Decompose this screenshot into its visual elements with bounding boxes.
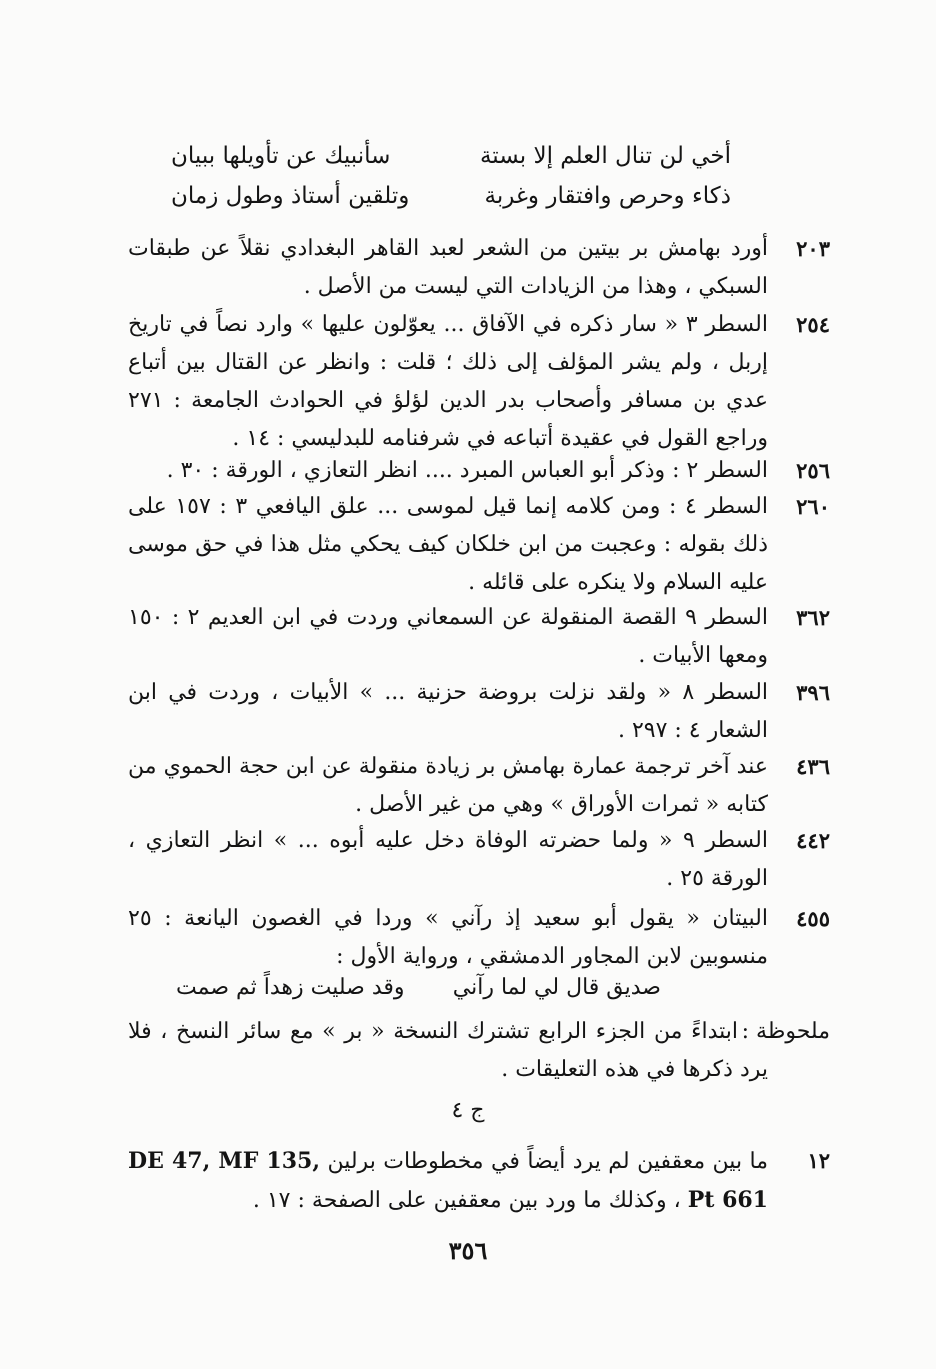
entry-number: ٢٥٦ [796,458,830,483]
entry-number: ٣٩٦ [796,680,830,705]
entry-number: ٤٥٥ [796,906,830,931]
note-entry [128,452,830,490]
note-entry [128,748,830,824]
verse-1-right-hemistich: أخي لن تنال العلم إلا بستة [479,143,731,169]
note-entry [128,306,830,458]
entry-text [128,1142,768,1220]
verse-1-left-hemistich: سأنبيك عن تأويلها ببيان [171,143,391,169]
entry-text: السطر ٩ « ولما حضرته الوفاة دخل عليه أبوه ... » انظر التعازي ، الورقة ٢٥ . [128,828,768,891]
entry-text-after: ، وكذلك ما ورد بين معقفين على الصفحة : ١٧ . [252,1188,681,1213]
note-entry [128,900,830,976]
manuscript-sigla: DE 47, MF 135, Pt 661 [128,1148,768,1213]
entry-number: ٢٥٤ [796,312,830,337]
entry-text: السطر ٨ « ولقد نزلت بروضة حزنية ... » الأبيات ، وردت في ابن الشعار ٤ : ٢٩٧ . [128,680,769,743]
entry-number: ٤٣٦ [796,754,830,779]
note-entry [128,1142,830,1220]
entry-text: البيتان « يقول أبو سعيد إذ رآني » وردا في الغصون اليانعة : ٢٥ منسوبين لابن المجاور الدمشقي ، ورواية الأول : [128,906,768,969]
note-entry [128,674,830,750]
entry-text: أورد بهامش بر بيتين من الشعر لعبد القاهر البغدادي نقلاً عن طبقات السبكي ، وهذا من الزيادات التي ليست من الأصل . [128,236,768,299]
note-entry [128,230,830,306]
entry-text: السطر ٢ : وذكر أبو العباس المبرد .... انظر التعازي ، الورقة : ٣٠ . [166,458,768,483]
verse-line-2 [171,183,731,215]
entry-number: ١٢ [807,1148,830,1173]
entry-number: ٢٠٣ [796,236,830,261]
inline-verse-right-hemistich: صديق قال لي لما رآني [452,975,661,1000]
note-entry [128,822,830,898]
verse-2-right-hemistich: ذكاء وحرص وافتقار وغربة [484,183,731,209]
section-heading: ج ٤ [451,1098,485,1123]
entry-number: ٤٤٢ [796,828,830,853]
entry-text-before: ما بين معقفين لم يرد أيضاً في مخطوطات برلين [327,1149,769,1174]
note-text: ابتداءً من الجزء الرابع تشترك النسخة « بر » مع سائر النسخ ، فلا يرد ذكرها في هذه التعليقات . [128,1019,768,1082]
inline-verse [176,975,661,1007]
entry-text: عند آخر ترجمة عمارة بهامش بر زيادة منقولة عن ابن حجة الحموي من كتابه « ثمرات الأوراق » وهي من غير الأصل . [128,754,768,817]
verse-2-left-hemistich: وتلقين أستاذ وطول زمان [171,183,410,209]
verse-line-1 [171,143,731,175]
note-entry [128,488,830,602]
inline-verse-left-hemistich: وقد صليت زهداً ثم صمت [176,975,405,1000]
editorial-note [128,1013,830,1089]
entry-number: ٣٦٢ [796,605,830,630]
entry-text: السطر ٣ « سار ذكره في الآفاق ... يعوّلون عليها » وارد نصاً في تاريخ إربل ، ولم يشر المؤلف إلى ذلك ؛ قلت : وانظر عن القتال بين أتباع عدي بن مسافر وأصحاب بدر الدين لؤلؤ في الحوادث الجامعة : ٢٧١ وراجع القول في عقيدة أتباعه في شرفنامه للبدليسي : ١٤ . [128,312,768,451]
entry-text: السطر ٤ : ومن كلامه إنما قيل لموسى ... علق اليافعي ٣ : ١٥٧ على ذلك بقوله : وعجبت من ابن خلكان كيف يحكي مثل هذا في حق موسى عليه السلام ولا ينكره على قائله . [128,494,768,595]
note-entry [128,599,830,675]
entry-number: ٢٦٠ [796,494,830,519]
page-number: ٣٥٦ [448,1236,488,1265]
note-label: ملحوظة : [741,1019,830,1044]
entry-text: السطر ٩ القصة المنقولة عن السمعاني وردت في ابن العديم ٢ : ١٥٠ ومعها الأبيات . [128,605,768,668]
